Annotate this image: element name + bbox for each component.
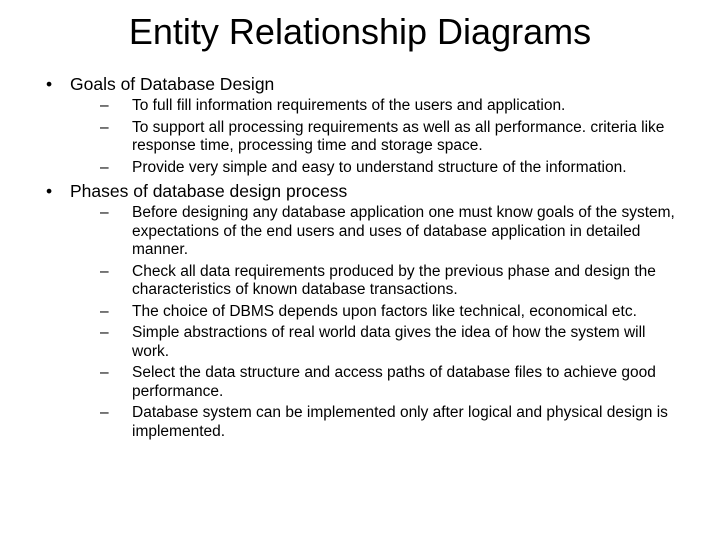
slide-content: [46, 74, 686, 445]
list-item-text: Simple abstractions of real world data gives the idea of how the system will work.: [132, 324, 646, 360]
section-heading: Goals of Database Design: [70, 74, 275, 94]
list-item-text: To support all processing requirements as well as all performance. criteria like response time, processing time and storage space.: [132, 118, 665, 154]
dash-icon: –: [100, 404, 109, 421]
list-item: [100, 97, 686, 116]
dash-icon: –: [100, 324, 109, 341]
section-goals: [46, 74, 686, 177]
list-item-text: The choice of DBMS depends upon factors like technical, economical etc.: [132, 302, 637, 320]
dash-icon: –: [100, 302, 109, 320]
list-item-text: Provide very simple and easy to understand structure of the information.: [132, 158, 627, 176]
list-item: [100, 119, 686, 156]
dash-icon: –: [100, 262, 109, 280]
list-item-text: Before designing any database application one must know goals of the system, expectations of the end users and uses of database application in detailed manner.: [132, 204, 675, 258]
list-item: [100, 404, 686, 441]
dash-icon: –: [100, 97, 109, 114]
list-item-text: Select the data structure and access paths of database files to achieve good performance.: [132, 364, 656, 400]
list-item: [100, 204, 686, 260]
dash-icon: –: [100, 364, 109, 381]
list-item-text: Database system can be implemented only after logical and physical design is implemented.: [132, 404, 668, 440]
list-item: [100, 364, 686, 401]
dash-icon: –: [100, 118, 109, 136]
list-item-text: To full fill information requirements of the users and application.: [132, 97, 566, 114]
list-item: [100, 159, 686, 178]
bullet-icon: •: [46, 181, 53, 201]
sub-list: [70, 97, 686, 177]
list-item: [100, 263, 686, 300]
sub-list: [70, 204, 686, 441]
dash-icon: –: [100, 158, 109, 176]
bullet-icon: •: [46, 74, 53, 94]
list-item: [100, 324, 686, 361]
section-phases: [46, 181, 686, 441]
section-heading: Phases of database design process: [70, 181, 348, 201]
slide-title: Entity Relationship Diagrams: [128, 11, 592, 52]
list-item-text: Check all data requirements produced by the previous phase and design the characteristics of known database transactions.: [132, 262, 656, 298]
dash-icon: –: [100, 204, 109, 221]
list-item: [100, 303, 686, 322]
